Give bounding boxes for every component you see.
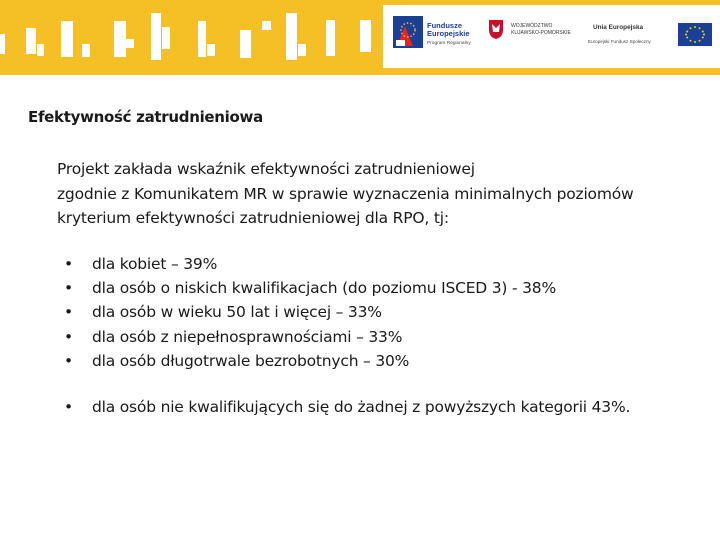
page-title: Efektywność zatrudnieniowa: [28, 108, 263, 126]
ue-title: Unia Europejska: [593, 24, 644, 31]
fundusze-sub: Program Regionalny: [427, 41, 471, 46]
decor-block: [26, 28, 36, 54]
decor-block: [207, 44, 215, 56]
fundusze-star-icon: [393, 16, 423, 48]
fundusze-line1: Fundusze: [427, 21, 462, 30]
decor-block: [326, 20, 335, 56]
fundusze-line2: Europejskie: [427, 29, 470, 38]
logo-panel: [383, 5, 720, 68]
decor-block: [37, 44, 44, 56]
decor-block: [114, 21, 126, 57]
decor-block: [240, 30, 251, 58]
decor-block: [198, 21, 206, 57]
list-item: • dla kobiet – 39%: [57, 252, 556, 276]
region-line1: WOJEWÓDZTWO: [511, 23, 553, 29]
decor-block: [298, 44, 306, 56]
decor-block: [126, 39, 134, 48]
ue-sub: Europejski Fundusz Społeczny: [588, 39, 651, 44]
intro-line: Projekt zakłada wskaźnik efektywności zatrudnieniowej: [57, 160, 475, 178]
list-item: • dla osób z niepełnosprawnościami – 33%: [57, 325, 556, 349]
region-logo: [487, 18, 587, 58]
intro-line: kryterium efektywności zatrudnieniowej dla RPO, tj:: [57, 209, 449, 227]
extra-criteria-list: [57, 395, 630, 419]
decor-block: [286, 13, 297, 60]
eu-flag-icon: [678, 23, 712, 46]
ue-logo: [588, 19, 716, 55]
list-item: • dla osób długotrwale bezrobotnych – 30%: [57, 349, 556, 373]
decor-block: [82, 44, 90, 57]
list-item: • dla osób o niskich kwalifikacjach (do poziomu ISCED 3) - 38%: [57, 276, 556, 300]
decor-block: [262, 21, 271, 30]
intro-paragraph: [57, 157, 707, 231]
list-item: • dla osób w wieku 50 lat i więcej – 33%: [57, 300, 556, 324]
criteria-list: [57, 252, 556, 373]
list-item: • dla osób nie kwalifikujących się do żadnej z powyższych kategorii 43%.: [57, 395, 630, 419]
region-crest-icon: [487, 18, 505, 40]
intro-line: zgodnie z Komunikatem MR w sprawie wyznaczenia minimalnych poziomów: [57, 184, 634, 203]
decor-block: [162, 27, 170, 49]
region-line2: KUJAWSKO-POMORSKIE: [511, 30, 571, 36]
fundusze-europejskie-logo: [393, 16, 485, 58]
decor-block: [61, 21, 73, 57]
decor-block: [0, 34, 5, 54]
decor-block: [151, 13, 161, 60]
decor-block: [360, 20, 371, 52]
header-band: [0, 0, 720, 75]
